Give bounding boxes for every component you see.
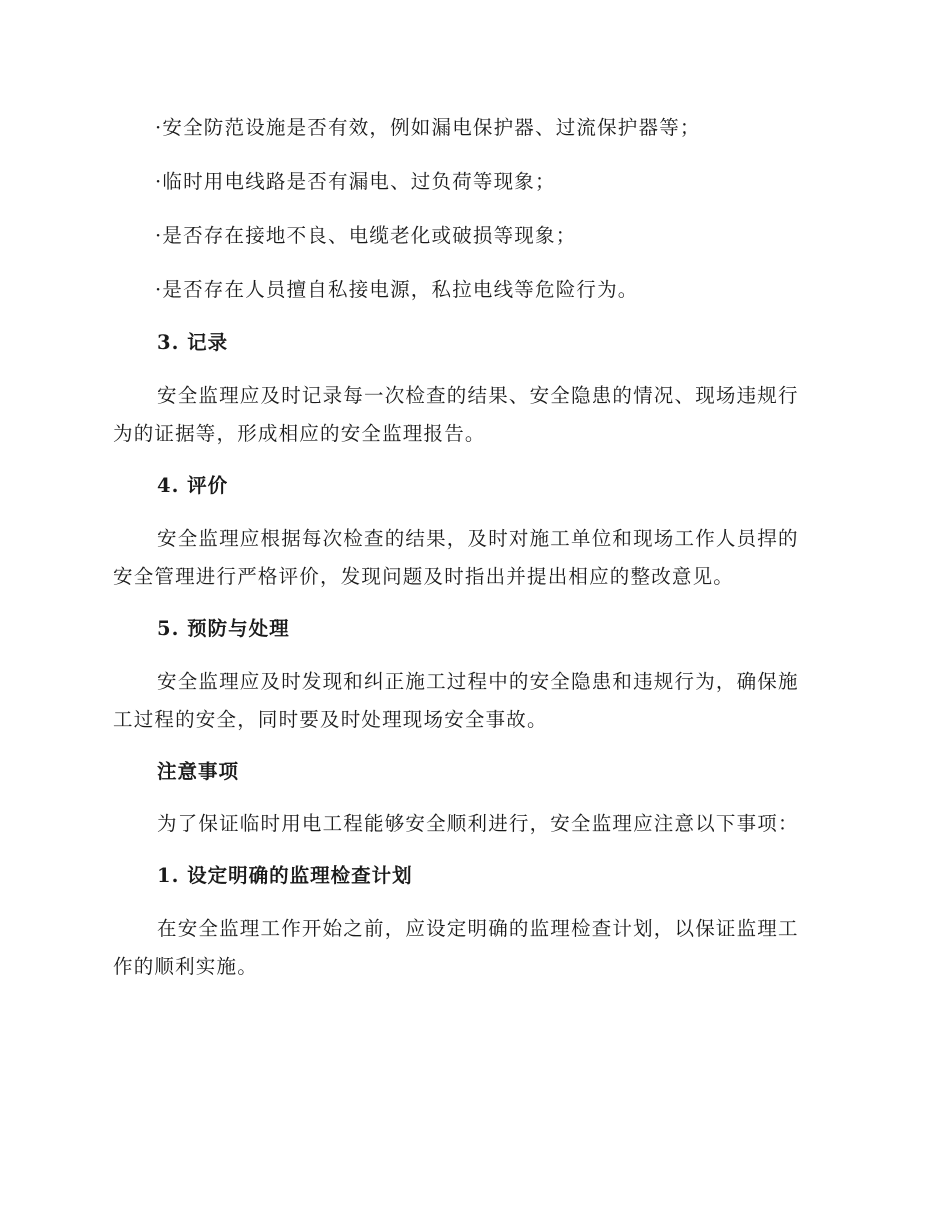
paragraph-line: 作的顺利实施。	[113, 955, 258, 978]
section-heading: 5. 预防与处理	[157, 617, 290, 640]
paragraph-line: 为了保证临时用电工程能够安全顺利进行，安全监理应注意以下事项：	[157, 812, 799, 835]
section-heading: 注意事项	[157, 760, 240, 783]
paragraph-line: 安全监理应根据每次检查的结果，及时对施工单位和现场工作人员捍的	[157, 527, 799, 550]
bullet-item: ·是否存在接地不良、电缆老化或破损等现象；	[155, 224, 577, 247]
bullet-item: ·是否存在人员擅自私接电源，私拉电线等危险行为。	[155, 278, 639, 301]
paragraph-line: 在安全监理工作开始之前，应设定明确的监理检查计划，以保证监理工	[157, 917, 799, 940]
paragraph-line: 工过程的安全，同时要及时处理现场安全事故。	[113, 708, 548, 731]
bullet-item: ·临时用电线路是否有漏电、过负荷等现象；	[155, 170, 556, 193]
section-heading: 4. 评价	[157, 474, 229, 497]
paragraph-line: 安全监理应及时发现和纠正施工过程中的安全隐患和违规行为，确保施	[157, 670, 799, 693]
section-heading: 1. 设定明确的监理检查计划	[157, 864, 413, 887]
bullet-item: ·安全防范设施是否有效，例如漏电保护器、过流保护器等；	[155, 116, 701, 139]
paragraph-line: 安全监理应及时记录每一次检查的结果、安全隐患的情况、现场违规行	[157, 384, 799, 407]
paragraph-line: 安全管理进行严格评价，发现问题及时指出并提出相应的整改意见。	[113, 565, 735, 588]
paragraph-line: 为的证据等，形成相应的安全监理报告。	[113, 422, 486, 445]
section-heading: 3. 记录	[157, 331, 229, 354]
